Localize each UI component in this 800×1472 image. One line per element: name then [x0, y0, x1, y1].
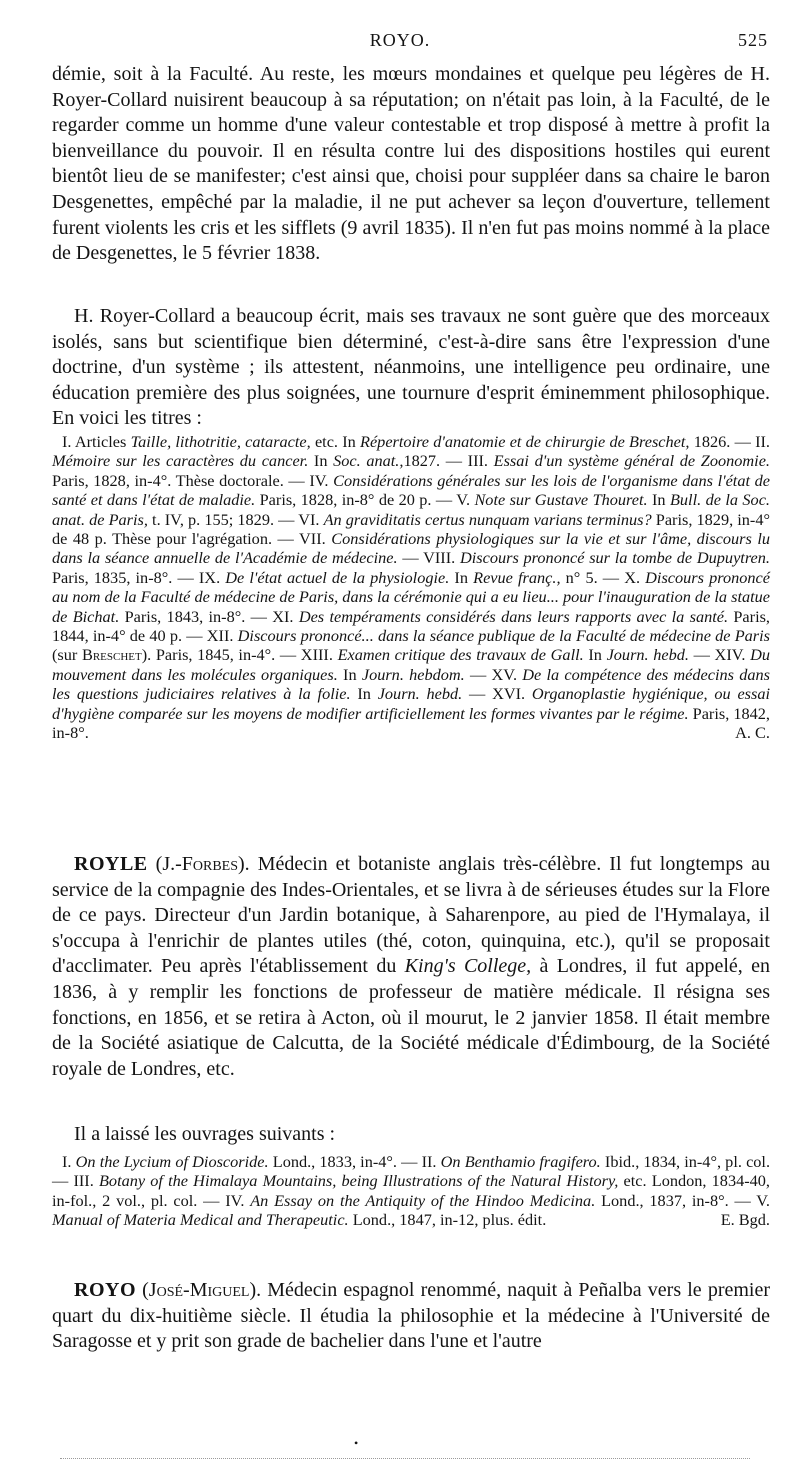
paragraph-royer-collard-works: H. Royer-Collard a beaucoup écrit, mais ses travaux ne sont guère que des morceaux isolés, sans but scientifique bien déterminé, c'est-à-dire sans être l'expression d'une doctrine, d'un système ; ils attestent, néanmoins, une intelligence peu ordinaire, une éducation première des plus soignées, une tournure d'esprit éminemment philosophique. En voici les titres :: [52, 305, 770, 430]
italic-title: An Essay on the Antiquity of the Hindoo Medicina.: [250, 1190, 596, 1210]
running-header: [0, 30, 800, 54]
citation-text: Paris, 1828, in-4°. Thèse doctorale. — IV.: [52, 470, 334, 490]
entry-name: ROYO: [74, 1279, 136, 1301]
italic-title: Taille, lithotritie, cataracte,: [130, 432, 311, 451]
italic-title: Considérations physiologiques sur la vie et sur l'âme, discours lu dans la séance annuelle de l'Académie de médecine.: [52, 529, 770, 568]
entry-forename: (José-Miguel).: [142, 1279, 262, 1301]
italic-title: De l'état actuel de la physiologie.: [225, 567, 450, 587]
citation-text: — VIII.: [397, 548, 460, 568]
italic-title: Discours prononcé au nom de la Faculté de médecine de Paris, dans la cérémonie qui a eu lieu... pour l'inauguration de la statue de Bichat.: [52, 567, 770, 626]
citation-text: In: [308, 451, 334, 471]
italic-title: An graviditatis certus nunquam varians terminus?: [323, 509, 652, 529]
page-number: 525: [738, 30, 768, 50]
citation-text: etc. London, 1834-40, in-fol., 2 vol., pl. col. — IV.: [52, 1171, 771, 1210]
citation-text: I.: [62, 1152, 76, 1171]
entry-royo: [52, 1278, 770, 1355]
entry-royle: [52, 852, 770, 1082]
citation-text: Paris, 1829, in-4° de 48 p. Thèse pour l'agrégation. — VII.: [52, 509, 771, 549]
bibliography-royer-collard: [52, 432, 770, 743]
entry-text: Médecin espagnol renommé, naquit à Peñalba vers le premier quart du dix-huitième siècle. Il étudia la philosophie et la médecine à l'Université de Saragosse et y prit son grade de bachelier dans l'une et l'autre: [52, 1279, 771, 1353]
entry-text-continued: à Londres, il fut appelé, en 1836, à y remplir les fonctions de professeur de matière médicale. Il résigna ses fonctions, en 1856, et se retira à Acton, où il mourut, le 2 janvier 1858. Il était membre de la Société asiatique de Calcutta, de la Société médicale d'Édimbourg, de la Société royale de Londres, etc.: [52, 955, 770, 1080]
citation-text: Paris, 1844, in-4° de 40 p. — XII.: [52, 606, 771, 646]
citation-text: Lond., 1847, in-12, plus. édit.: [348, 1210, 547, 1230]
italic-title: Discours prononcé... dans la séance publique de la Faculté de médecine de Paris: [237, 626, 770, 646]
footer-rule: [60, 1458, 750, 1460]
citation-text: (sur: [52, 645, 82, 665]
italic-title: Examen critique des travaux de Gall.: [337, 645, 584, 665]
citation-text: Paris, 1835, in-8°. — IX.: [52, 567, 226, 587]
citation-text: In: [337, 664, 362, 684]
italic-title: Revue franç.,: [473, 567, 561, 587]
citation-text: In: [350, 684, 378, 704]
paragraph-royer-collard-career: démie, soit à la Faculté. Au reste, les mœurs mondaines et quelque peu légères de H. Royer-Collard nuisirent beaucoup à sa réputation; on n'était pas loin, à la Faculté, de le regarder comme un homme d'une valeur contestable et trop disposé à mettre à profit la bienveillance du pouvoir. Il en résulta contre lui des dispositions hostiles qui eurent bientôt lieu de se manifester; c'est ainsi que, choisi pour suppléer dans sa chaire le baron Desgenettes, empêché par la maladie, il ne put achever sa leçon d'ouverture, tellement furent violents les cris et les sifflets (9 avril 1835). Il n'en fut pas moins nommé à la place de Desgenettes, le 5 février 1838.: [52, 63, 770, 265]
works-intro: Il a laissé les ouvrages suivants :: [74, 1123, 336, 1145]
italic-title: Considérations générales sur les lois de l'organisme dans l'état de santé et dans l'état de maladie.: [52, 470, 770, 510]
italic-title: De la compétence des médecins dans les questions judiciaires relatives à la folie.: [52, 664, 770, 704]
citation-text: — XIV.: [688, 645, 751, 665]
citation-text: Lond., 1837, in-8°. — V.: [595, 1190, 770, 1210]
citation-text: Lond., 1833, in-4°. — II.: [268, 1152, 441, 1171]
italic-title: Discours prononcé sur la tombe de Dupuytren.: [459, 548, 770, 568]
citation-text: Paris, 1842, in-8°.: [52, 703, 770, 743]
italic-title: Bull. de la Soc. anat. de Paris,: [52, 490, 770, 529]
italic-title: Des tempéraments considérés dans leurs rapports avec la santé.: [298, 606, 729, 626]
citation-text: — XVI.: [462, 684, 532, 704]
bibliography-royle: [52, 1152, 770, 1230]
citation-text: t. IV, p. 155; 1829. — VI.: [147, 509, 324, 529]
italic-title: Manual of Materia Medical and Therapeutic.: [52, 1210, 349, 1230]
bibliography-entries: [52, 1152, 770, 1229]
citation-text: In: [583, 645, 607, 665]
italic-title: Mémoire sur les caractères du cancer.: [52, 451, 309, 471]
italic-title: On the Lycium of Dioscoride.: [75, 1152, 269, 1171]
entry-forename: (J.-Forbes).: [155, 853, 250, 875]
italic-title: Soc. anat.,: [333, 451, 404, 471]
italic-title: Botany of the Himalaya Mountains, being Illustrations of the Natural History,: [98, 1171, 619, 1191]
italic-title: On Benthamio fragifero.: [440, 1152, 601, 1171]
citation-text: I. Articles: [62, 432, 131, 451]
italic-title: Journ. hebd.: [606, 645, 689, 665]
footer-mark: •: [354, 1436, 359, 1450]
italic-title: Note sur Gustave Thouret.: [474, 490, 648, 510]
citation-text: 1827. — III.: [403, 451, 494, 471]
italic-title: Répertoire d'anatomie et de chirurgie de Breschet,: [360, 432, 690, 451]
citation-text: Ibid., 1834, in-4°, pl. col. — III.: [52, 1152, 771, 1191]
italic-title: Organoplastie hygiénique, ou essai d'hygiène comparée sur les moyens de modifier artificiellement les formes vivantes par le régime.: [52, 684, 771, 723]
italic-title: Essai d'un système général de Zoonomie.: [493, 451, 770, 471]
citation-text: Breschet: [81, 645, 142, 665]
italic-title: Journ. hebdom.: [361, 664, 465, 684]
citation-text: Paris, 1828, in-8° de 20 p. — V.: [255, 490, 475, 510]
entry-text: Médecin et botaniste anglais très-célèbre. Il fut longtemps au service de la compagnie des Indes-Orientales, et se livra à de sérieuses études sur la Flore de ce pays. Directeur d'un Jardin botanique, à Saharenpore, au pied de l'Hymalaya, il s'occupa à l'enrichir de plantes utiles (thé, coton, quinquina, etc.), qu'il se proposait d'acclimater. Peu après l'établissement du: [52, 853, 771, 978]
author-signature: E. Bgd.: [720, 1210, 770, 1230]
citation-text: — XV.: [464, 664, 523, 684]
citation-text: ). Paris, 1845, in-4°. — XIII.: [141, 645, 338, 665]
citation-text: In: [647, 490, 670, 510]
citation-text: etc. In: [310, 432, 361, 451]
running-title: ROYO.: [369, 30, 431, 50]
italic-title: Du mouvement dans les molécules organiques.: [52, 645, 771, 684]
italic-title: Journ. hebd.: [377, 684, 463, 704]
entry-italic: King's College,: [404, 955, 532, 978]
bibliography-entries: [52, 432, 770, 742]
citation-text: In: [449, 567, 474, 587]
citation-text: n° 5. — X.: [560, 567, 646, 587]
citation-text: Paris, 1843, in-8°. — XI.: [119, 606, 299, 626]
citation-text: 1826. — II.: [689, 432, 770, 451]
entry-name: ROYLE: [74, 853, 148, 875]
author-signature: A. C.: [735, 723, 770, 743]
